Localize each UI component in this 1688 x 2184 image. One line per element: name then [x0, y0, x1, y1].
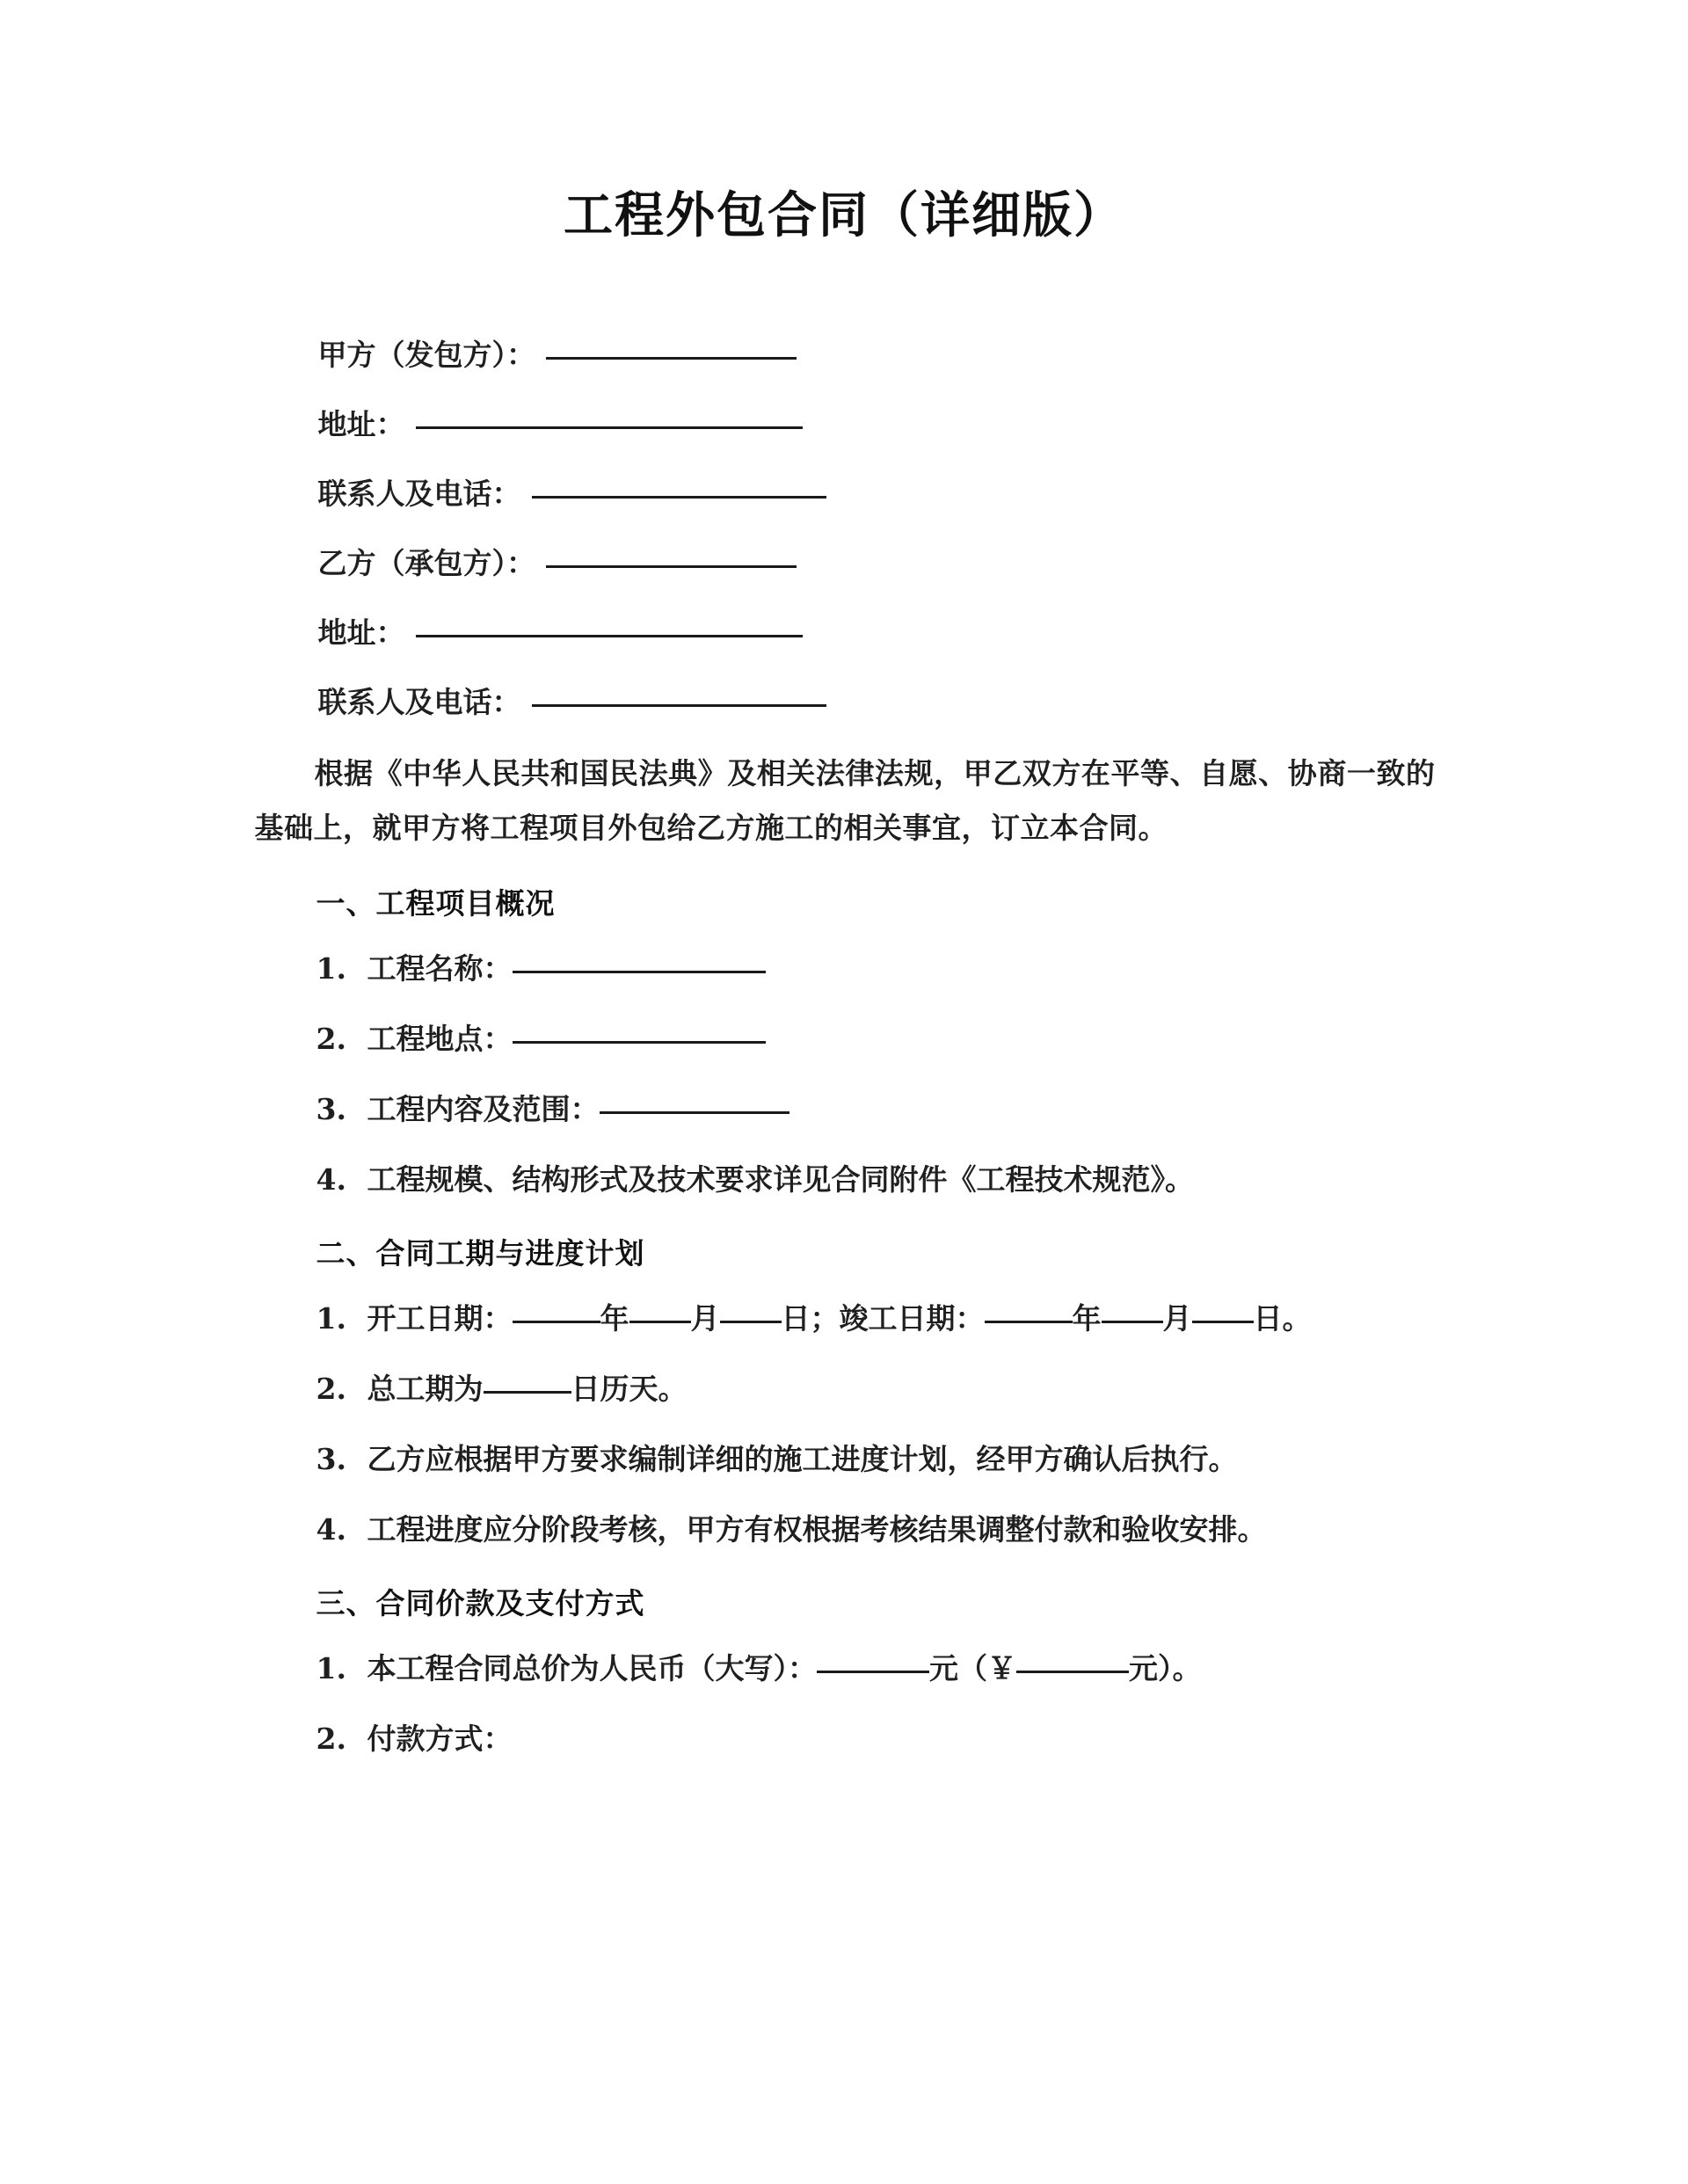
field-row-party-a-name: [255, 330, 1436, 381]
list-item-text: [367, 1084, 789, 1135]
list-item-marker: 4.: [316, 1162, 346, 1198]
text-run: 工程名称：: [367, 951, 513, 986]
list-item: [255, 1434, 1436, 1485]
fill-in-blank[interactable]: [985, 1321, 1073, 1323]
text-run: 工程规模、结构形式及技术要求详见合同附件《工程技术规范》。: [367, 1162, 1194, 1198]
party-b-address-blank[interactable]: [416, 635, 803, 637]
fill-in-blank[interactable]: [720, 1321, 782, 1323]
list-item-marker: 2.: [316, 1022, 346, 1057]
text-run: 本工程合同总价为人民币（大写）：: [367, 1651, 817, 1686]
list-item: [255, 1014, 1436, 1065]
field-row-party-a-address: [255, 399, 1436, 450]
party-a-name-label: 甲方（发包方）：: [317, 338, 535, 373]
list-item-text: [367, 1504, 1267, 1555]
party-b-name-blank[interactable]: [546, 565, 797, 568]
text-run: 月: [690, 1301, 720, 1336]
list-item: [255, 943, 1436, 994]
list-item-marker: 4.: [316, 1512, 346, 1547]
party-a-name-blank[interactable]: [546, 357, 797, 360]
section-heading-1: 一、工程项目概况: [316, 886, 556, 921]
text-run: 乙方应根据甲方要求编制详细的施工进度计划，经甲方确认后执行。: [367, 1442, 1238, 1477]
text-run: 月: [1162, 1301, 1192, 1336]
list-item-text: [367, 1154, 1195, 1205]
document-body: [253, 330, 1436, 1765]
list-item-marker: 3.: [316, 1092, 346, 1127]
list-item: [255, 1364, 1436, 1415]
fill-in-blank[interactable]: [513, 1041, 766, 1044]
text-run: 工程内容及范围：: [367, 1092, 600, 1127]
list-item-marker: 3.: [316, 1442, 346, 1477]
list-item-text: [367, 1293, 1312, 1344]
list-item: [255, 1714, 1436, 1765]
text-run: 工程地点：: [367, 1022, 513, 1057]
party-a-contact-label: 联系人及电话：: [317, 477, 521, 512]
list-item-marker: 2.: [316, 1722, 346, 1757]
fill-in-blank[interactable]: [1016, 1671, 1129, 1673]
fill-in-blank[interactable]: [484, 1391, 571, 1394]
text-run: 工程进度应分阶段考核，甲方有权根据考核结果调整付款和验收安排。: [367, 1512, 1267, 1547]
list-item-text: [367, 943, 766, 994]
fill-in-blank[interactable]: [513, 971, 766, 973]
list-item: [255, 1504, 1436, 1555]
list-item-text: [367, 1714, 513, 1765]
list-item-marker: 2.: [316, 1372, 346, 1407]
party-a-address-blank[interactable]: [416, 426, 803, 429]
field-row-party-b-address: [255, 608, 1436, 659]
list-item-marker: 1.: [316, 951, 346, 986]
text-run: 元（￥: [929, 1651, 1016, 1686]
text-run: 开工日期：: [367, 1301, 513, 1336]
list-item-text: [367, 1434, 1238, 1485]
list-item: [255, 1293, 1436, 1344]
party-b-address-label: 地址：: [317, 615, 405, 651]
text-run: 年: [600, 1301, 629, 1336]
text-run: 年: [1072, 1301, 1102, 1336]
fill-in-blank[interactable]: [1102, 1321, 1163, 1323]
party-b-contact-label: 联系人及电话：: [317, 685, 521, 720]
list-item-text: [367, 1643, 1202, 1694]
list-item: [255, 1643, 1436, 1694]
fill-in-blank[interactable]: [1192, 1321, 1254, 1323]
sections-container: [255, 878, 1436, 1765]
field-row-party-a-contact: [255, 469, 1436, 520]
party-information-block: [255, 330, 1436, 728]
text-run: 日历天。: [571, 1372, 688, 1407]
list-item-text: [367, 1014, 766, 1065]
party-b-contact-blank[interactable]: [532, 704, 826, 707]
text-run: 总工期为: [367, 1372, 484, 1407]
fill-in-blank[interactable]: [817, 1671, 929, 1673]
field-row-party-b-contact: [255, 677, 1436, 728]
text-run: 付款方式：: [367, 1722, 513, 1757]
party-a-contact-blank[interactable]: [532, 496, 826, 499]
list-item: [255, 1154, 1436, 1205]
fill-in-blank[interactable]: [513, 1321, 600, 1323]
list-item: [255, 1084, 1436, 1135]
page-title: 工程外包合同（详细版）: [564, 187, 1124, 244]
section-heading-3: 三、合同价款及支付方式: [316, 1586, 645, 1621]
fill-in-blank[interactable]: [600, 1111, 789, 1114]
party-b-name-label: 乙方（承包方）：: [317, 546, 535, 581]
fill-in-blank[interactable]: [629, 1321, 691, 1323]
preamble-paragraph: 根据《中华人民共和国民法典》及相关法律法规，甲乙双方在平等、自愿、协商一致的基础上，就甲方将工程项目外包给乙方施工的相关事宜，订立本合同。: [254, 756, 1436, 846]
text-run: 元）。: [1129, 1651, 1202, 1686]
text-run: 日。: [1253, 1301, 1312, 1336]
list-item-text: [367, 1364, 688, 1415]
section-heading-2: 二、合同工期与进度计划: [316, 1236, 645, 1271]
text-run: 日；竣工日期：: [781, 1301, 985, 1336]
party-a-address-label: 地址：: [317, 407, 405, 442]
list-item-marker: 1.: [316, 1651, 346, 1686]
list-item-marker: 1.: [316, 1301, 346, 1336]
field-row-party-b-name: [255, 538, 1436, 589]
